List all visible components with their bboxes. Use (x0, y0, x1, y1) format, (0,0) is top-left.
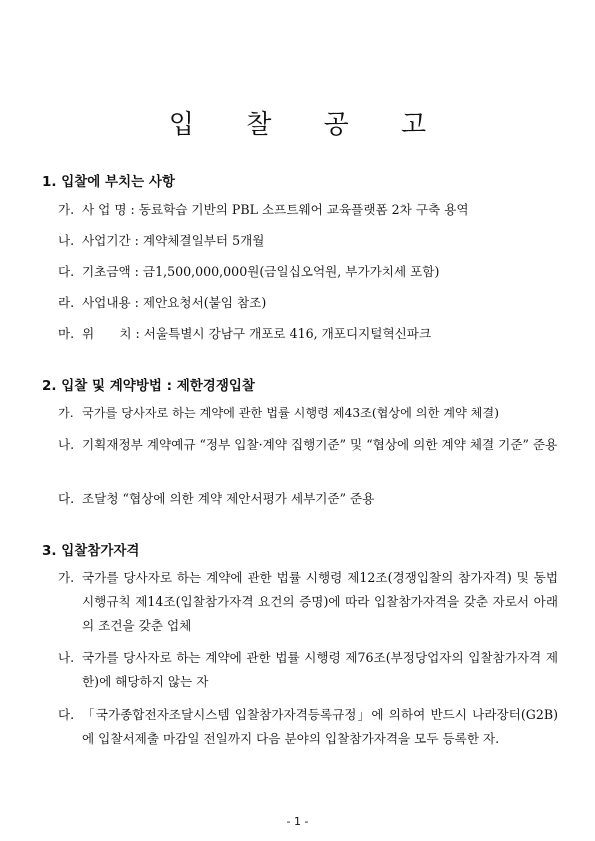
item-marker: 다. (58, 491, 75, 506)
item-text: 위 치 : 서울특별시 강남구 개포로 416, 개포디지털혁신파크 (82, 326, 432, 341)
item-marker: 가. (58, 406, 74, 420)
item-text: 국가를 당사자로 하는 계약에 관한 법률 시행령 제43조(협상에 의한 계약 체결) (82, 406, 499, 420)
item-marker: 가. (58, 202, 75, 217)
section-heading-1: 1. 입찰에 부치는 사항 (42, 174, 175, 190)
item-marker: 다. (58, 707, 75, 722)
item-text: 국가를 당사자로 하는 계약에 관한 법률 시행령 제12조(경쟁입찰의 참가자격) 및 동법 시행규칙 제14조(입찰참가자격 요건의 증명)에 따라 입찰참가자격을 갖춘 자로서 아래의 조건을 갖춘 업체 (82, 570, 558, 633)
list-item (58, 433, 558, 457)
list-item (58, 260, 558, 284)
item-text: 사업내용 : 제안요청서(붙임 참조) (82, 295, 267, 310)
item-text: 사업기간 : 계약체결일부터 5개월 (82, 233, 265, 248)
section-heading-2: 2. 입찰 및 계약방법 : 제한경쟁입찰 (42, 378, 255, 394)
item-marker: 나. (58, 650, 75, 665)
item-text: 조달청 “협상에 의한 계약 제안서평가 세부기준” 준용 (82, 491, 375, 506)
page-number: - 1 - (286, 815, 309, 828)
list-item (58, 487, 558, 511)
list-item (58, 229, 558, 253)
item-marker: 나. (58, 233, 75, 248)
item-marker: 라. (58, 295, 75, 310)
item-text: 기초금액 : 금1,500,000,000원(금일십오억원, 부가가치세 포함) (82, 264, 440, 279)
item-text: 「국가종합전자조달시스템 입찰참가자격등록규정」에 의하여 반드시 나라장터(G2B)에 입찰서제출 마감일 전일까지 다음 분야의 입찰참가자격을 모두 등록한 자. (82, 707, 558, 746)
list-item (58, 198, 558, 222)
item-marker: 가. (58, 570, 75, 585)
list-item (58, 401, 558, 425)
item-marker: 마. (58, 326, 75, 341)
item-text: 국가를 당사자로 하는 계약에 관한 법률 시행령 제76조(부정당업자의 입찰참가자격 제한)에 해당하지 않는 자 (82, 650, 558, 689)
item-text: 사 업 명 : 동료학습 기반의 PBL 소프트웨어 교육플랫폼 2차 구축 용역 (82, 202, 469, 217)
item-text: 기획재정부 계약예규 “정부 입찰·계약 집행기준” 및 “협상에 의한 계약 체결 기준” 준용 (82, 437, 558, 452)
section-heading-3: 3. 입찰참가자격 (42, 543, 140, 559)
list-item (58, 322, 558, 346)
item-marker: 다. (58, 264, 75, 279)
list-item (58, 703, 558, 751)
list-item (58, 291, 558, 315)
list-item (58, 646, 558, 694)
item-marker: 나. (58, 437, 75, 452)
list-item (58, 566, 558, 638)
page-title: 입 찰 공 고 (168, 110, 449, 140)
